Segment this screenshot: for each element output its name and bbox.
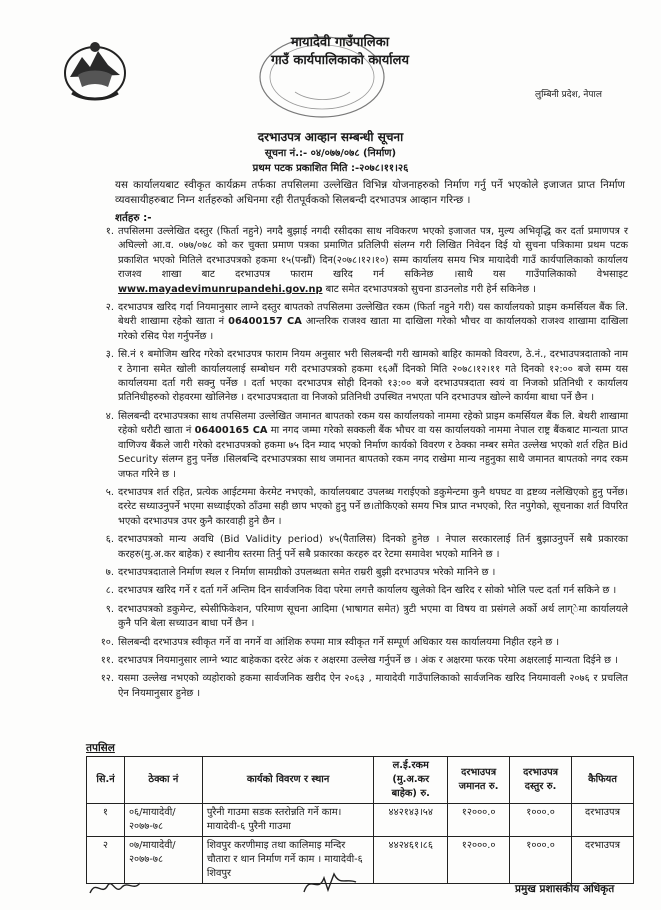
- terms-heading: शर्तहरु :-: [115, 212, 152, 224]
- clause-text: यसमा उल्लेख नभएको व्यहोराको हकमा सार्वजनिक खरीद ऐन २०६३ , मायादेवी गाउँपालिकाको सार्वजनिक खरिद नियमावली २०७६ र प्रचलित ऐन नियमानुसार हुनेछ ।: [118, 673, 628, 699]
- publish-date: प्रथम पटक प्रकाशित मिति :-२०७८।११।२६: [252, 163, 409, 174]
- intro-paragraph: यस कार्यालयबाट स्वीकृत कार्यक्रम तर्फका तपसिलमा उल्लेखित विभिन्न योजनाहरुको निर्माण गर्नु पर्ने भएकोले इजाजत प्राप्त निर्माण व्यवसायीहरुबाट निम्न शर्तहरुको अधिनमा रही रीतपूर्वकको सिलबन्दी दरभाउपत्र आव्हान गरिन्छ ।: [115, 179, 625, 206]
- clause-text: दरभाउपत्र नियमानुसार लाग्ने भ्याट बाहेकका दररेट अंक र अक्षरमा उल्लेख गर्नुपर्ने छ । अंक र अक्षरमा फरक परेमा अक्षरलाई मान्यता दिईने छ ।: [118, 654, 618, 666]
- clause-text-continued: आन्तरिक राजश्व खाता मा दाखिला गरेको भौचर वा कार्यालयको राजश्व शाखामा दाखिला गरेको रसिद पेश गर्नुपर्नेछ ।: [118, 316, 628, 342]
- cell-security: १२०००.०: [448, 804, 510, 837]
- clause-text: तपसिलमा उल्लेखित दस्तुर (फिर्ता नहुने) नगदै बुझाई नगदी रसीदका साथ नविकरण भएको इजाजत पत्र, मुल्य अभिवृद्धि कर दर्ता प्रमाणपत्र र अघिल्लो आ.व. ०७७/०७८ को कर चुक्ता प्रमाण पत्रका प्रमाणित प्रतिलिपी संलग्न गरी लिखित निवेदन दिई यो सुचना पत्रिकामा प्रथम पटक प्रकाशित भएको मितिले दरभाउपत्रको हकमा १५(पन्ध्रौं) दिन(२०७८।१२।१०) सम्म कार्यालय समय भित्र मायादेवी गाउँ कार्यपालिकाको कार्यालय राजश्व शाखा बाट दरभाउपत्र फाराम खरिद गर्न सकिनेछ ।साथै यस गाउँपालिकाको वेभसाइट: [118, 226, 628, 281]
- nepal-emblem-icon: [60, 35, 130, 105]
- table-header-row: [87, 757, 634, 804]
- website-link[interactable]: www.mayadevimunrupandehi.gov.np: [118, 283, 323, 295]
- clause-item: [88, 654, 628, 668]
- cell-fee: १०००.०: [510, 804, 572, 837]
- chief-officer-label: प्रमुख प्रशासकीय अधिकृत: [515, 883, 615, 895]
- clause-number: ३.: [105, 349, 114, 361]
- office-name: मायादेवी गाउँपालिका: [290, 35, 390, 50]
- clause-text: दरभाउपत्र खरिद गर्दा नियमानुसार लाग्ने दस्तुर बापतको तपसिलमा उल्लेखित रकम (फिर्ता नहुने गरी) यस कार्यालयको प्राइम कमर्सियल बैंक लि. बेथरी शाखामा रहेको खाता नं: [118, 302, 628, 328]
- clause-number: ५.: [105, 486, 114, 498]
- cell-work: पुरैनी गाउमा सडक स्तरोन्नति गर्ने काम।मायादेवी-६ पुरैनी गाउमा: [202, 804, 374, 837]
- terms-list: [88, 225, 628, 705]
- clause-number: १.: [105, 226, 114, 237]
- clause-text: दरभाउपत्र शर्त रहित, प्रत्येक आईटममा केरमेट नभएको, कार्यालयबाट उपलब्ध गराईएको डकुमेन्टमा कुनै थपघट वा द्रष्टव्य नलेखिएको हुनु पर्नेछ।दररेट सध्याउनुपर्ने भएमा सध्याईएको ठाँउमा सही छाप भएको हुनु पर्ने छ।तोकिएको समय भित्र प्राप्त नभएको, रित नपुगेको, सूचनाका शर्त विपरित भएको दरभाउपत्र उपर कुनै कारवाही हुने छैन ।: [118, 486, 628, 527]
- cell-sn: २: [87, 837, 125, 884]
- clause-item: [88, 636, 628, 650]
- clause-number: ६.: [105, 534, 114, 546]
- cell-remarks: दरभाउपत्र: [572, 837, 634, 884]
- clause-item: [88, 486, 628, 529]
- clause-text: दरभाउपत्र खरिद गर्ने र दर्ता गर्ने अन्तिम दिन सार्वजनिक विदा परेमा लगत्तै कार्यालय खुलेको दिन खरिद र सोको भोलि पल्ट दर्ता गर्न सकिने छ ।: [118, 585, 617, 597]
- clause-item: [88, 672, 628, 701]
- table-row: [87, 804, 634, 837]
- col-fee: दरभाउपत्र दस्तुर रु.: [510, 757, 572, 804]
- clause-number: १२.: [100, 673, 114, 685]
- clause-text: सिलबन्दी दरभाउपत्र स्वीकृत गर्ने वा नगर्ने वा आंशिक रुपमा मात्र स्वीकृत गर्ने सम्पूर्ण अधिकार यस कार्यालयमा निहीत रहने छ ।: [118, 636, 560, 648]
- province-label: लुम्बिनी प्रदेश, नेपाल: [535, 90, 602, 100]
- schedule-heading: तपसिल: [86, 742, 115, 754]
- col-estimate: ल.ई.रकम (मु.अ.कर बाहेक) रु.: [374, 757, 448, 804]
- cell-sn: १: [87, 804, 125, 837]
- table-row: [87, 837, 634, 884]
- clause-number: ४.: [105, 410, 114, 422]
- cell-remarks: दरभाउपत्र: [572, 804, 634, 837]
- clause-number: ११.: [100, 654, 114, 666]
- cell-security: १२०००.०: [448, 837, 510, 884]
- clause-item: [88, 225, 628, 297]
- clause-item: [88, 533, 628, 562]
- clause-number: ९.: [105, 603, 114, 615]
- clause-item: [88, 584, 628, 598]
- col-sn: सि.नं: [87, 757, 125, 804]
- clause-item: [88, 348, 628, 406]
- clause-text-continued: मा नगद जम्मा गरेको सक्कली बैंक भौचर वा यस कार्यालयको नाममा नेपाल राष्ट्र बैंकबाट मान्यता प्राप्त वाणिज्य बैंकले जारी गरेको दरभाउपत्रको हकमा ७५ दिन म्याद भएको निर्माण कार्यको विवरण र ठेक्का नम्बर समेत उल्लेख भएको शर्त रहित Bid Security संलग्न हुनु पर्नेछ ।सिलबन्दि दरभाउपत्रका साथ जमानत बापतको रकम नगद राखेमा मान्य नहुनुका साथै जमानत बापतको नगद रकम जफत गरिने छ ।: [118, 425, 628, 480]
- clause-item: [88, 603, 628, 632]
- col-security: दरभाउपत्र जमानत रु.: [448, 757, 510, 804]
- cell-fee: १०००.०: [510, 837, 572, 884]
- cell-estimate: ४४२१४३।५४: [374, 804, 448, 837]
- clause-text: सि.नं १ बमोजिम खरिद गरेको दरभाउपत्र फाराम नियम अनुसार भरी सिलबन्दी गरी खामको बाहिर कामको विवरण, ठे.नं., दरभाउपत्रदाताको नाम र ठेगाना समेत खोली कार्यालयलाई सम्बोधन गरी दरभाउपत्रको हकमा १६औं दिनको मिति २०७८।१२।११ गते दिनको १२:०० बजे सम्म यस कार्यालयमा दर्ता गरी सक्नु पर्नेछ । दर्ता भएका दरभाउपत्र सोही दिनको १३:०० बजे दरभाउपत्रदाता स्वयं वा निजको प्रतिनिधी र कार्यालय प्रतिनिधीहरुको रोहवरमा खोलिनेछ । दरभाउपत्रदाता वा निजको प्रतिनिधी उपस्थित नभएता पनि दरभाउपत्र खोल्ने कार्यमा बाधा पर्ने छैन ।: [118, 349, 628, 404]
- clause-text: दरभाउपत्रको डकुमेन्ट, स्पेसीफिकेशन, परिमाण सूचना आदिमा (भाषागत समेत) त्रुटी भएमा वा विषय वा प्रसंगले अर्को अर्थ लाग्ेमा कार्यालयले कुनै पनि बेला सच्याउन बाधा पर्ने छैन ।: [118, 603, 628, 630]
- notice-title: दरभाउपत्र आव्हान सम्बन्धी सूचना: [257, 130, 404, 144]
- col-remarks: कैफियत: [572, 757, 634, 804]
- cell-contract: ०६/मायादेवी/२०७७-७८: [124, 804, 202, 837]
- office-subtitle: गाउँ कार्यपालिकाको कार्यालय: [271, 53, 409, 68]
- signature-left-icon: [88, 875, 143, 900]
- clause-text: सिलबन्दी दरभाउपत्रका साथ तपसिलमा उल्लेखित जमानत बापतको रकम यस कार्यालयको नाममा रहेको प्राइम कमर्सियल बैंक लि. बेथरी शाखामा रहेको धरौटी खाता नं: [118, 410, 628, 437]
- signature-middle-icon: [300, 868, 360, 898]
- account-number: 06400157 CA: [228, 316, 302, 328]
- office-seal-icon: [255, 32, 390, 122]
- clause-text: दरभाउपत्रको मान्य अवधि (Bid Validity period) ४५(पैतालिस) दिनको हुनेछ । नेपाल सरकारलाई तिर्न बुझाउनुपर्ने सबै प्रकारका करहरु(मु.अ.कर बाहेक) र स्थानीय स्तरमा तिर्नु पर्ने सबै प्रकारका करहरु दर रेटमा समावेश भएको मानिने छ ।: [118, 534, 628, 560]
- clause-number: २.: [105, 302, 114, 314]
- clause-item: [88, 301, 628, 344]
- clause-number: ८.: [105, 585, 114, 597]
- schedule-table: [86, 756, 634, 884]
- clause-text-continued: बाट समेत दरभाउपत्रको सुचना डाउनलोड गरी हेर्न सकिनेछ ।: [322, 283, 536, 295]
- clause-item: [88, 410, 628, 482]
- col-contract: ठेक्का नं: [124, 757, 202, 804]
- clause-text: दरभाउपत्रदाताले निर्माण स्थल र निर्माण सामग्रीको उपलब्धता समेत राम्ररी बुझी दरभाउपत्र भरेको मानिने छ ।: [118, 566, 496, 578]
- clause-item: [88, 566, 628, 580]
- cell-estimate: ४४२४६१।८६: [374, 837, 448, 884]
- notice-number: सूचना नं.:- ०४/०७७/०७८ (निर्माण): [264, 148, 397, 159]
- cell-contract: ०७/मायादेवी/२०७७-७८: [124, 837, 202, 884]
- clause-number: १०.: [100, 636, 114, 648]
- col-work: कार्यको विवरण र स्थान: [202, 757, 374, 804]
- clause-number: ७.: [105, 566, 114, 578]
- account-number: 06400165 CA: [194, 425, 268, 437]
- cell-work: शिवपुर करणीमाइ तथा कालिमाइ मन्दिर चौतारा र थान निर्माण गर्ने काम । मायादेवी-६ शिवपुर: [202, 837, 374, 884]
